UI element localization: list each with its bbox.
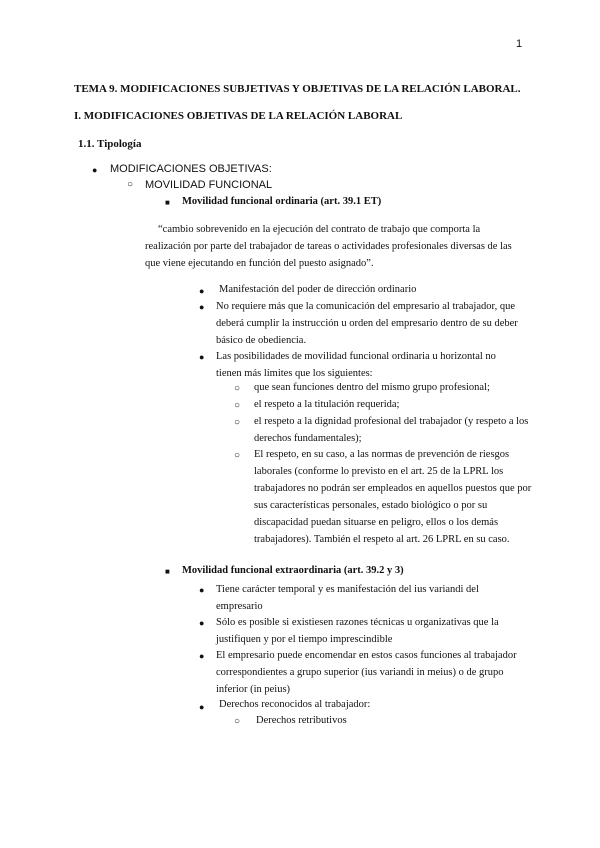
bullet-icon: ● [92, 165, 98, 175]
square-bullet-icon: ■ [165, 567, 170, 576]
circle-bullet-icon: ○ [234, 716, 241, 727]
section-title: I. MODIFICACIONES OBJETIVAS DE LA RELACIÓN LABORAL [74, 110, 403, 122]
tema-title: TEMA 9. MODIFICACIONES SUBJETIVAS Y OBJETIVAS DE LA RELACIÓN LABORAL. [74, 83, 521, 95]
bullet-icon: ● [199, 352, 205, 362]
bullet-icon: ● [199, 302, 205, 312]
right-1: Derechos retributivos [256, 715, 347, 726]
circle-bullet-icon: ○ [234, 417, 241, 428]
list-item-level2: MOVILIDAD FUNCIONAL [145, 179, 273, 191]
extraordinaria-bullet-4: Derechos reconocidos al trabajador: [219, 699, 371, 710]
limit-4: El respeto, en su caso, a las normas de prevención de riesgos laborales (conforme lo previsto en el art. 25 de la LPRL los trabajadores no podrán ser empleados en aquellos puestos que por sus características personales, estado biológico o por su discapacidad puedan situarse en peligro, ellos o los demás trabajadores). También el respeto al art. 26 LPRL en su caso. [254, 449, 532, 545]
circle-bullet-icon: ○ [234, 400, 241, 411]
limit-2: el respeto a la titulación requerida; [254, 399, 400, 410]
extraordinaria-bullet-3: El empresario puede encomendar en estos casos funciones al trabajador correspondientes a grupo superior (ius variandi in meius) o de grupo inferior (in peius) [216, 650, 517, 695]
bullet-icon: ● [199, 702, 205, 712]
circle-bullet-icon: ○ [234, 450, 241, 461]
list-item-level1: MODIFICACIONES OBJETIVAS: [110, 163, 272, 175]
square-bullet-icon: ■ [165, 198, 170, 207]
extraordinaria-bullet-2: Sólo es posible si existiesen razones técnicas u organizativas que la justifiquen y por el tiempo imprescindible [216, 617, 499, 645]
ordinaria-bullet-3: Las posibilidades de movilidad funcional ordinaria u horizontal no tienen más límites que los siguientes: [216, 351, 496, 379]
circle-bullet-icon: ○ [127, 179, 134, 190]
bullet-icon: ● [199, 651, 205, 661]
circle-bullet-icon: ○ [234, 383, 241, 394]
page-number: 1 [516, 38, 523, 50]
extraordinaria-bullet-1: Tiene carácter temporal y es manifestación del ius variandi del empresario [216, 584, 479, 612]
bullet-icon: ● [199, 618, 205, 628]
limit-3: el respeto a la dignidad profesional del trabajador (y respeto a los derechos fundamentales); [254, 416, 529, 444]
extraordinaria-heading: Movilidad funcional extraordinaria (art. 39.2 y 3) [182, 565, 404, 576]
definition-quote: “cambio sobrevenido en la ejecución del contrato de trabajo que comporta la realización por parte del trabajador de tareas o actividades profesionales diversas de las que viene ejecutando en función del puesto asignado”. [145, 224, 512, 269]
bullet-icon: ● [199, 286, 205, 296]
ordinaria-heading: Movilidad funcional ordinaria (art. 39.1 ET) [182, 196, 382, 207]
ordinaria-bullet-1: Manifestación del poder de dirección ordinario [219, 284, 417, 295]
limit-1: que sean funciones dentro del mismo grupo profesional; [254, 382, 490, 393]
ordinaria-bullet-2: No requiere más que la comunicación del empresario al trabajador, que deberá cumplir la instrucción u orden del empresario dentro de su deber básico de obediencia. [216, 301, 518, 346]
subsection-title: 1.1. Tipología [78, 138, 142, 150]
bullet-icon: ● [199, 585, 205, 595]
